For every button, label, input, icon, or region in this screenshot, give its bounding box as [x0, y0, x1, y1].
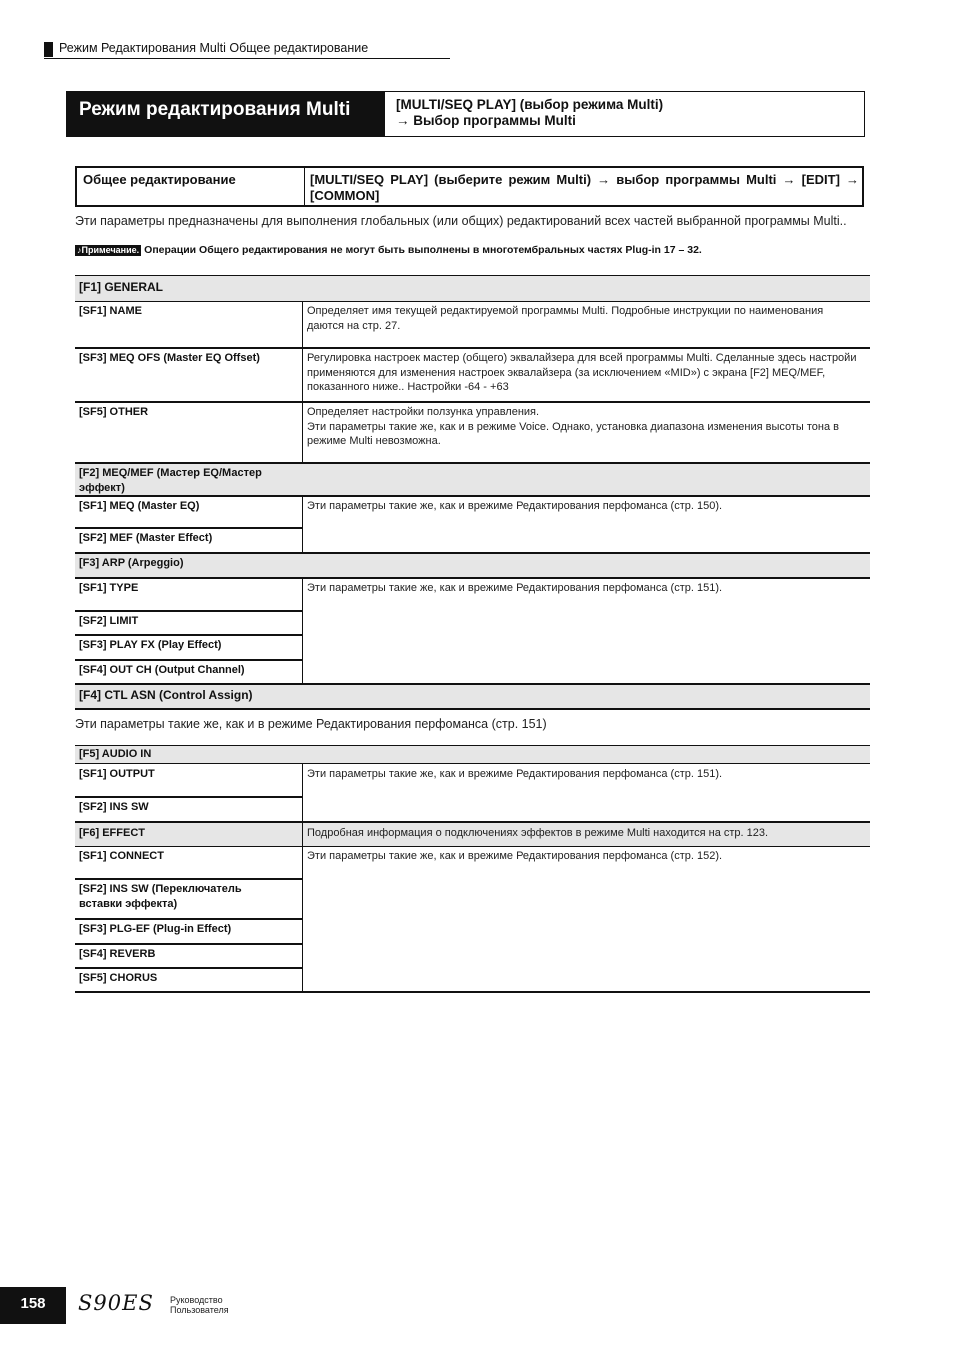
table-row-f5-audio-in: [75, 745, 870, 763]
title-path: [396, 97, 663, 129]
table-row-f3-arp: [75, 553, 870, 577]
function-label: [F4] CTL ASN (Control Assign): [79, 688, 253, 702]
title-box: [66, 91, 865, 137]
guide-label: [170, 1295, 229, 1315]
function-label: [F6] EFFECT: [79, 827, 145, 839]
note-text: Операции Общего редактирования не могут быть выполнены в многотембральных частях Plug-in 17 – 32.: [144, 244, 702, 256]
subfunction-label: [SF1] OUTPUT: [79, 768, 155, 780]
table-row-f6-sf4: [75, 944, 870, 968]
table-row-f3-sf4: [75, 660, 870, 684]
row-description: Эти параметры такие же, как и врежиме Редактирования перфоманса (стр. 152).: [307, 850, 723, 862]
table-row-f2-sf1: [75, 496, 870, 528]
mid-text: Эти параметры такие же, как и в режиме Редактирования перфоманса (стр. 151): [75, 717, 547, 731]
section-box: [75, 166, 864, 207]
subfunction-label: [SF1] TYPE: [79, 582, 139, 594]
row-description: Эти параметры такие же, как и врежиме Редактирования перфоманса (стр. 151).: [307, 582, 723, 594]
table-row-f5-sf1: [75, 764, 870, 797]
function-label: [F5] AUDIO IN: [79, 748, 152, 760]
row-description: Определяет настройки ползунка управления. Эти параметры такие же, как и в режиме Voice. Однако, установка диапазона изменения высоты тона в режиме Multi невозможна.: [307, 406, 840, 447]
function-label: [F1] GENERAL: [79, 280, 163, 294]
subfunction-label: [SF3] PLG-EF (Plug-in Effect): [79, 923, 232, 935]
header-marker: [44, 42, 53, 57]
subfunction-label: [SF4] REVERB: [79, 948, 156, 960]
intro-text: Эти параметры предназначены для выполнения глобальных (или общих) редактирований всех частей выбранной программы Multi..: [75, 214, 847, 228]
row-description: Подробная информация о подключениях эффектов в режиме Multi находится на стр. 123.: [307, 827, 769, 839]
table-row-f3-sf1: [75, 578, 870, 610]
table-row-sf3-meq-ofs: [75, 348, 870, 401]
table-row-f5-sf2: [75, 797, 870, 822]
table-row-f3-sf2: [75, 611, 870, 635]
table-row-f6-sf2: [75, 879, 870, 919]
table-row-f6-sf3: [75, 919, 870, 944]
table-row-f6-effect: [75, 822, 870, 846]
subfunction-label: [SF3] PLAY FX (Play Effect): [79, 639, 222, 651]
guide-line1: Руководство: [170, 1295, 223, 1305]
table-row-sf5-other: [75, 402, 870, 462]
guide-line2: Пользователя: [170, 1305, 229, 1315]
note: [75, 244, 702, 256]
table-row-f6-sf5: [75, 968, 870, 992]
subfunction-label: [SF2] INS SW: [79, 801, 149, 813]
subfunction-label: [SF2] LIMIT: [79, 615, 139, 627]
parameter-table-2: [75, 745, 870, 995]
table-row-f2-sf2: [75, 528, 870, 552]
page-number: 158: [0, 1287, 66, 1324]
table-row-f6-sf1: [75, 846, 870, 879]
product-logo: S90ES: [78, 1291, 154, 1315]
function-label: [F2] MEQ/MEF (Мастер EQ/Мастер эффект): [79, 467, 262, 494]
page-title: Режим редактирования Multi: [67, 92, 385, 136]
section-label: Общее редактирование: [83, 172, 236, 187]
section-navigation: [MULTI/SEQ PLAY] (выберите режим Multi) → выбор программы Multi → [EDIT] → [COMMON]: [310, 172, 859, 203]
subfunction-label: [SF4] OUT CH (Output Channel): [79, 664, 245, 676]
running-header-text: Режим Редактирования Multi Общее редактирование: [59, 41, 369, 55]
table-row-f1-general: [75, 275, 870, 301]
title-path-line1: [MULTI/SEQ PLAY] (выбор режима Multi): [396, 97, 664, 112]
subfunction-label: [SF5] OTHER: [79, 406, 149, 418]
table-row-f3-sf3: [75, 635, 870, 659]
row-description: Определяет имя текущей редактируемой программы Multi. Подробные инструкции по наименования даются на стр. 27.: [307, 305, 824, 332]
subfunction-label: [SF1] NAME: [79, 305, 142, 317]
subfunction-label: [SF2] INS SW (Переключатель вставки эффекта): [79, 883, 242, 910]
running-header: [44, 41, 450, 59]
note-badge: ♪Примечание.: [77, 245, 140, 255]
title-path-line2: → Выбор программы Multi: [396, 113, 576, 128]
subfunction-label: [SF2] MEF (Master Effect): [79, 532, 213, 544]
function-label: [F3] ARP (Arpeggio): [79, 557, 184, 569]
table-row-f2-meq-mef: [75, 463, 870, 495]
table-row-f4-ctl-asn: [75, 684, 870, 709]
subfunction-label: [SF1] MEQ (Master EQ): [79, 500, 200, 512]
subfunction-label: [SF1] CONNECT: [79, 850, 164, 862]
parameter-table-1: [75, 275, 870, 711]
row-description: Регулировка настроек мастер (общего) эквалайзера для всей программы Multi. Сделанные здесь настройи применяются для изменения настроек эквалайзера (за исключением «MID») с экрана [F2] MEQ/MEF, показанного ниже.. Настройки -64 - +63: [307, 352, 857, 393]
subfunction-label: [SF3] MEQ OFS (Master EQ Offset): [79, 352, 260, 364]
table-row-sf1-name: [75, 301, 870, 347]
row-description: Эти параметры такие же, как и врежиме Редактирования перфоманса (стр. 150).: [307, 500, 723, 512]
subfunction-label: [SF5] CHORUS: [79, 972, 158, 984]
row-description: Эти параметры такие же, как и врежиме Редактирования перфоманса (стр. 151).: [307, 768, 723, 780]
section-divider: [304, 168, 305, 205]
